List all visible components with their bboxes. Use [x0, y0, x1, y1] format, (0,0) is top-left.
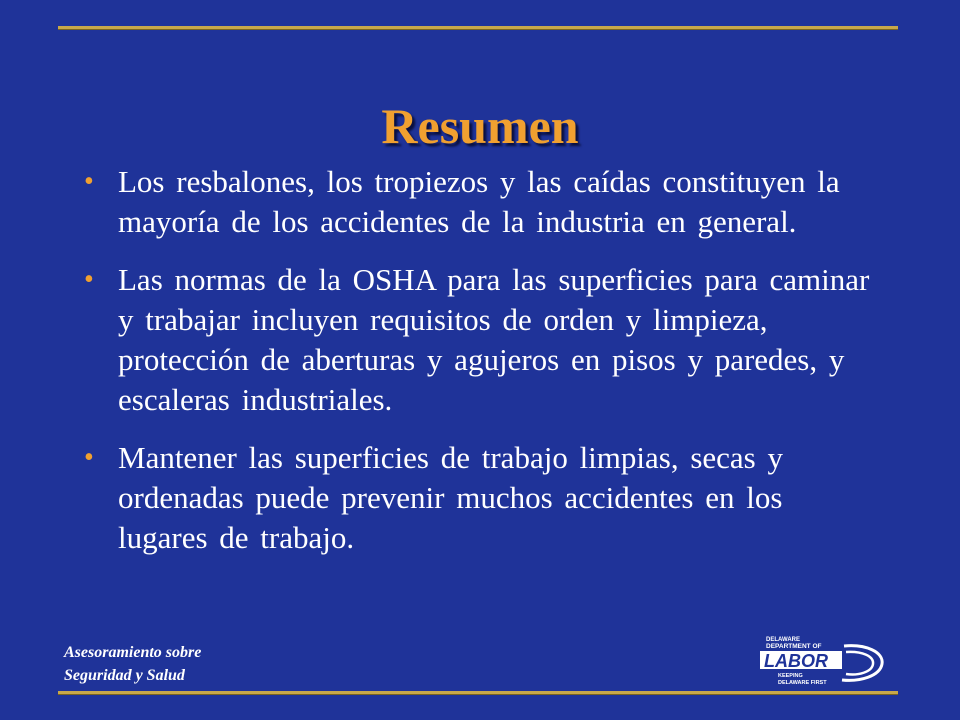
logo-top-text-2: DEPARTMENT OF	[766, 643, 822, 650]
logo-sub-text-2: DELAWARE FIRST	[778, 680, 827, 686]
top-divider	[58, 26, 898, 30]
bullet-text: Las normas de la OSHA para las superficies para caminar y trabajar incluyen requisitos de orden y limpieza, protección de aberturas y agujeros en pisos y paredes, y escaleras industriales.	[118, 262, 870, 417]
bullet-text: Mantener las superficies de trabajo limpias, secas y ordenadas puede prevenir muchos accidentes en los lugares de trabajo.	[118, 440, 783, 555]
slide-title: Resumen	[381, 98, 579, 154]
footer-line-2: Seguridad y Salud	[64, 667, 185, 684]
logo-top-text-1: DELAWARE	[766, 637, 801, 643]
delaware-labor-logo	[756, 634, 886, 690]
bullet-text: Los resbalones, los tropiezos y las caídas constituyen la mayoría de los accidentes de la industria en general.	[118, 164, 840, 239]
bottom-divider	[58, 691, 898, 695]
logo-main-text: LABOR	[764, 651, 828, 671]
footer-line-1: Asesoramiento sobre	[64, 644, 202, 661]
bullet-icon: •	[84, 166, 94, 197]
bullet-item	[80, 438, 880, 558]
logo-swoosh-inner	[846, 652, 873, 675]
bullet-item	[80, 260, 880, 420]
bullet-icon: •	[84, 264, 94, 295]
logo-sub-text-1: KEEPING	[778, 673, 803, 679]
bullet-icon: •	[84, 442, 94, 473]
bullet-item	[80, 162, 880, 242]
bullet-list	[80, 162, 880, 576]
footer-caption	[64, 641, 201, 687]
